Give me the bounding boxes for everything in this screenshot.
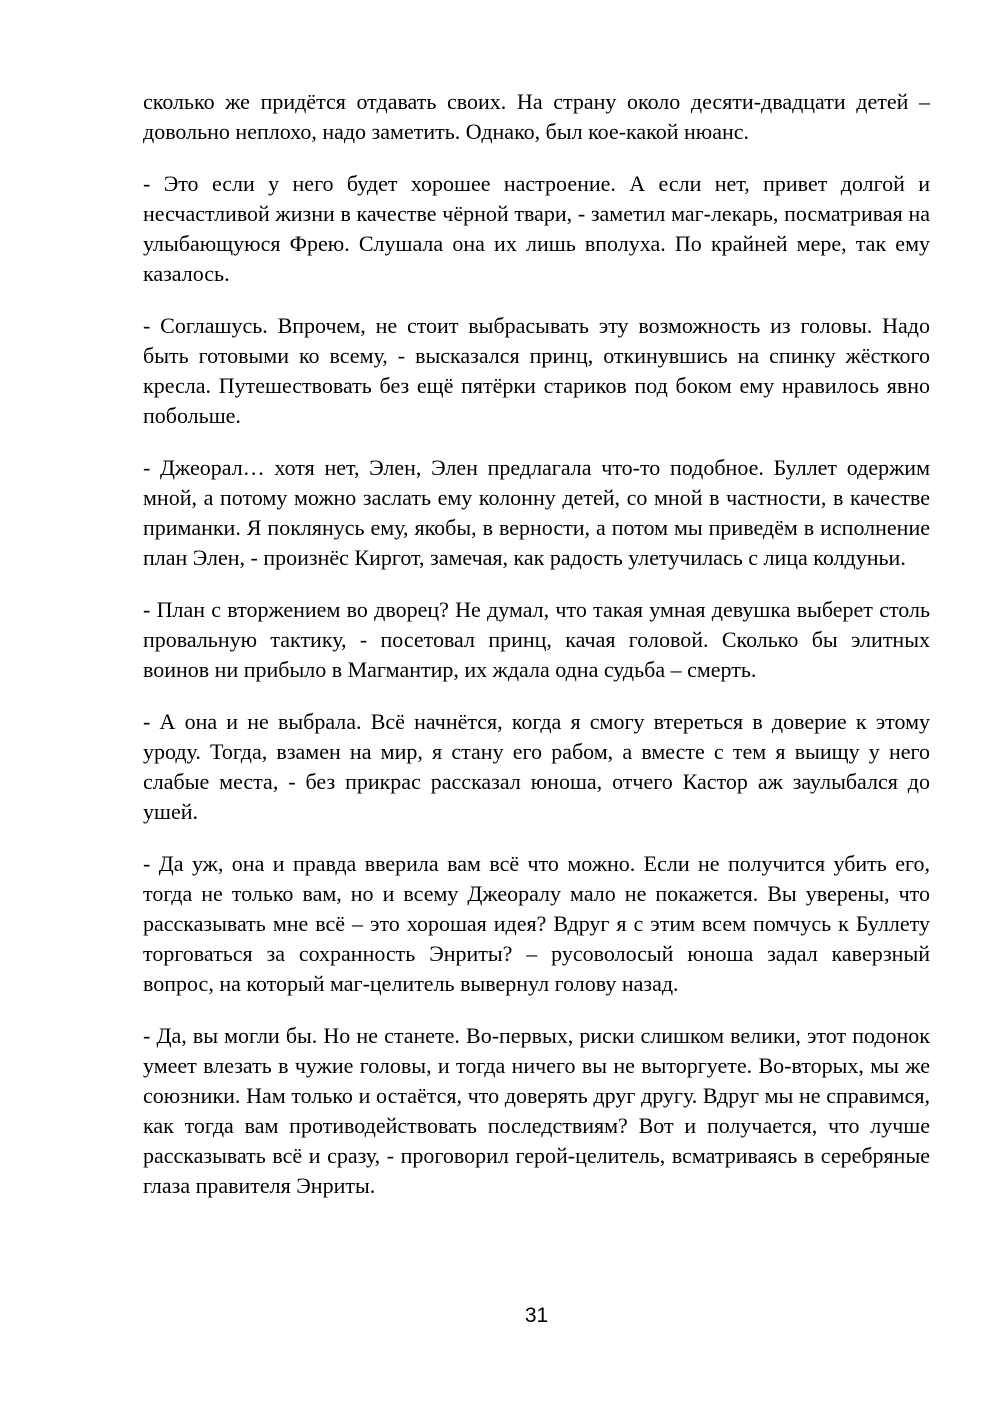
paragraph: сколько же придётся отдавать своих. На страну около десяти-двадцати детей – довольно неплохо, надо заметить. Однако, был кое-какой нюанс. — [143, 89, 930, 144]
page-number: 31 — [524, 1304, 549, 1327]
paragraph: - Джеорал… хотя нет, Элен, Элен предлагала что-то подобное. Буллет одержим мной, а потому можно заслать ему колонну детей, со мной в частности, в качестве приманки. Я поклянусь ему, якобы, в верности, а потом мы приведём в исполнение план Элен, - произнёс Киргот, замечая, как радость улетучилась с лица колдуньи. — [143, 455, 930, 570]
paragraph: - Да уж, она и правда вверила вам всё что можно. Если не получится убить его, тогда не только вам, но и всему Джеоралу мало не покажется. Вы уверены, что рассказывать мне всё – это хорошая идея? Вдруг я с этим всем помчусь к Буллету торговаться за сохранность Энриты? – русоволосый юноша задал каверзный вопрос, на который маг-целитель вывернул голову назад. — [143, 851, 930, 996]
paragraph: - А она и не выбрала. Всё начнётся, когда я смогу втереться в доверие к этому уроду. Тогда, взамен на мир, я стану его рабом, а вместе с тем я выищу у него слабые места, - без прикрас рассказал юноша, отчего Кастор аж заулыбался до ушей. — [143, 709, 930, 824]
paragraph: - План с вторжением во дворец? Не думал, что такая умная девушка выберет столь провальную тактику, - посетовал принц, качая головой. Сколько бы элитных воинов ни прибыло в Магмантир, их ждала одна судьба – смерть. — [143, 597, 930, 682]
paragraph: - Соглашусь. Впрочем, не стоит выбрасывать эту возможность из головы. Надо быть готовыми ко всему, - высказался принц, откинувшись на спинку жёсткого кресла. Путешествовать без ещё пятёрки стариков под боком ему нравилось явно побольше. — [143, 313, 930, 428]
paragraph: - Да, вы могли бы. Но не станете. Во-первых, риски слишком велики, этот подонок умеет влезать в чужие головы, и тогда ничего вы не выторгуете. Во-вторых, мы же союзники. Нам только и остаётся, что доверять друг другу. Вдруг мы не справимся, как тогда вам противодействовать последствиям? Вот и получается, что лучше рассказывать всё и сразу, - проговорил герой-целитель, всматриваясь в серебряные глаза правителя Энриты. — [143, 1023, 930, 1198]
paragraph: - Это если у него будет хорошее настроение. А если нет, привет долгой и несчастливой жизни в качестве чёрной твари, - заметил маг-лекарь, посматривая на улыбающуюся Фрею. Слушала она их лишь вполуха. По крайней мере, так ему казалось. — [143, 171, 930, 286]
page-text — [143, 87, 930, 1223]
